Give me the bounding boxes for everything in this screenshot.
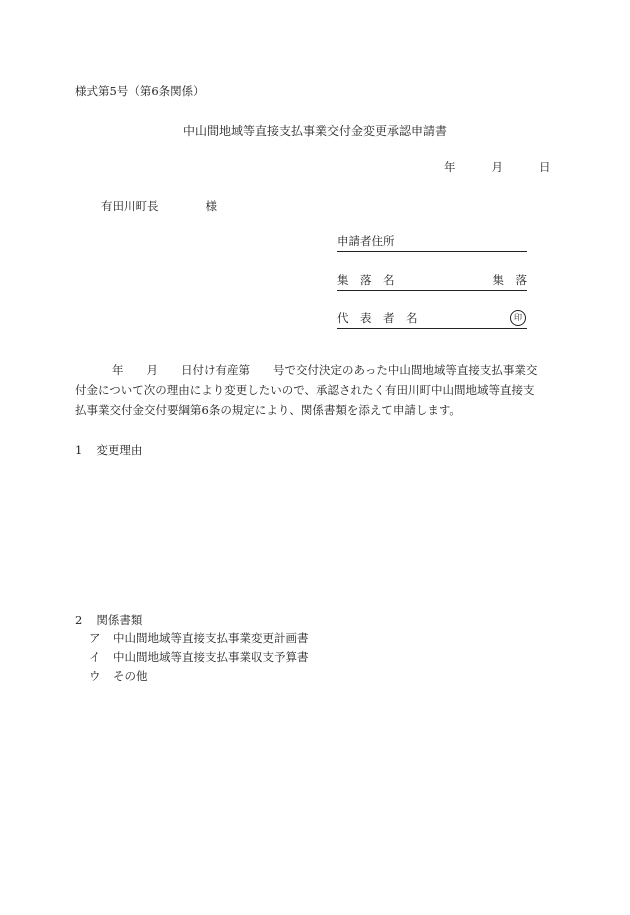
list-item-marker: ウ — [89, 669, 101, 683]
statement-line-1: 年 月 日付け有産第 号で交付決定のあった中山間地域等直接支払事業交 — [112, 363, 538, 377]
list-item-marker: イ — [89, 650, 101, 664]
list-item — [89, 630, 309, 646]
list-item-text: 中山間地域等直接支払事業収支予算書 — [113, 650, 309, 664]
list-item-marker: ア — [89, 631, 101, 645]
section-change-reason — [75, 442, 142, 458]
addressee-honorific: 様 — [205, 199, 217, 213]
representative-name-label: 代 表 者 名 — [337, 311, 418, 325]
addressee-name: 有田川町長 — [101, 199, 159, 213]
village-name-label: 集 落 名 — [337, 273, 395, 287]
date-year-label: 年 — [444, 160, 456, 174]
section2-label: 関係書類 — [96, 613, 143, 627]
list-item — [89, 649, 309, 665]
date-month-label: 月 — [491, 160, 503, 174]
list-item — [89, 668, 148, 684]
section-related-documents — [75, 612, 142, 628]
village-suffix: 集 落 — [492, 273, 527, 287]
form-number: 様式第5号（第6条関係） — [75, 84, 205, 98]
list-item-text: 中山間地域等直接支払事業変更計画書 — [113, 631, 309, 645]
addressee — [101, 198, 217, 214]
section1-number: 1 — [75, 443, 83, 457]
application-statement — [75, 360, 555, 420]
document-title: 中山間地域等直接支払事業交付金変更承認申請書 — [182, 124, 447, 138]
date-day-label: 日 — [539, 160, 551, 174]
applicant-address-field[interactable] — [337, 233, 527, 252]
village-name-field[interactable] — [337, 272, 527, 291]
list-item-text: その他 — [113, 669, 148, 683]
seal-icon: 印 — [510, 310, 526, 326]
date-line — [444, 159, 551, 175]
statement-line-2: 付金について次の理由により変更したいので、承認されたく有田川町中山間地域等直接支 — [75, 383, 535, 397]
section2-number: 2 — [75, 613, 83, 627]
statement-line-3: 払事業交付金交付要綱第6条の規定により、関係書類を添えて申請します。 — [75, 403, 461, 417]
representative-name-field[interactable] — [337, 310, 527, 329]
applicant-address-label: 申請者住所 — [337, 234, 395, 248]
section1-label: 変更理由 — [96, 443, 143, 457]
